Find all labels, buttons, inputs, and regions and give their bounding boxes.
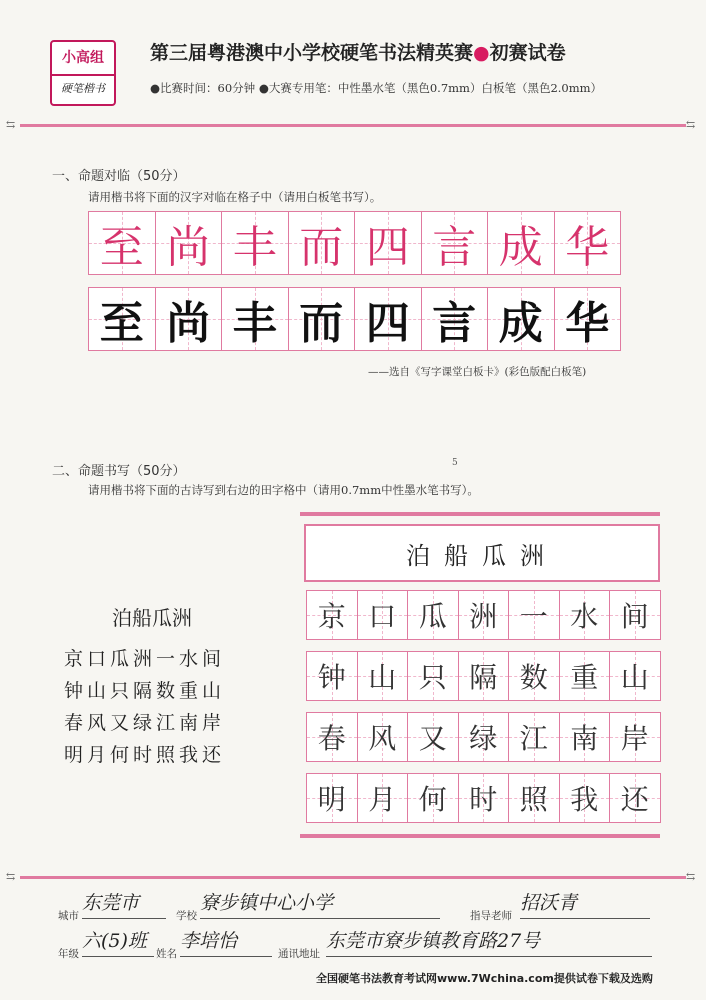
exam-round: 初赛试卷: [489, 42, 566, 64]
poem-char: 岸: [620, 722, 649, 755]
school-field[interactable]: [200, 888, 440, 919]
poem-char-cell: [560, 591, 611, 639]
char-cell: [89, 212, 156, 274]
poem-char: 还: [620, 783, 649, 816]
poem-line: 京口瓜洲一水间: [64, 648, 226, 670]
poem-char-cell: [307, 713, 358, 761]
char-cell: [555, 212, 621, 274]
poem-char-cell: [610, 591, 660, 639]
section1-instruction: 请用楷书将下面的汉字对临在格子中（请用白板笔书写）。: [88, 190, 382, 204]
section2-title: 二、命题书写（50分）: [52, 464, 186, 479]
poem-char: 明: [317, 783, 346, 816]
char-glyph: 至: [99, 298, 144, 349]
footer-ornament-left-icon: ⇆: [6, 870, 16, 883]
poem-char: 洲: [469, 600, 498, 633]
char-cell: [488, 212, 555, 274]
char-glyph: 言: [432, 222, 477, 273]
poem-char-cell: [459, 713, 510, 761]
poem-line: 明月何时照我还: [64, 744, 226, 766]
name-field[interactable]: [180, 926, 272, 957]
poem-char-cell: [560, 774, 611, 822]
page-number: 5: [452, 458, 458, 468]
char-glyph: 华: [565, 298, 610, 349]
exam-time: ●比赛时间：60分钟: [150, 81, 256, 95]
char-glyph: 四: [365, 222, 410, 273]
category-label: 硬笔楷书: [61, 82, 105, 95]
poem-char: 隔: [469, 661, 498, 694]
city-field[interactable]: [82, 888, 166, 919]
poem-char: 月: [368, 783, 397, 816]
corner-ornament-right-icon: ⇆: [686, 118, 696, 131]
poem-char: 钟: [317, 661, 346, 694]
website-note: 全国硬笔书法教育考试网www.7Wchina.com提供试卷下载及选购: [316, 972, 653, 985]
char-cell: [355, 288, 422, 350]
char-cell: [222, 288, 289, 350]
footer-ornament-right-icon: ⇆: [686, 870, 696, 883]
group-label: 小高组: [52, 42, 114, 76]
exam-meta: [150, 80, 602, 96]
poem-char: 绿: [469, 722, 498, 755]
poem-char: 江: [519, 722, 548, 755]
school-label: 学校: [176, 910, 197, 922]
corner-ornament-left-icon: ⇆: [6, 118, 16, 131]
poem-char-cell: [358, 652, 409, 700]
poem-char: 何: [418, 783, 447, 816]
poem-char-cell: [358, 713, 409, 761]
poem-char-cell: [560, 713, 611, 761]
poem-char-cell: [307, 774, 358, 822]
char-cell: [422, 212, 489, 274]
teacher-label: 指导老师: [470, 910, 512, 922]
poem-char: 间: [620, 600, 649, 633]
poem-char-cell: [560, 652, 611, 700]
char-cell: [156, 288, 223, 350]
char-cell: [289, 212, 356, 274]
char-glyph: 而: [299, 222, 344, 273]
poem-char: 重: [570, 661, 599, 694]
poem-grid-row: [306, 773, 661, 823]
poem-char-cell: [358, 591, 409, 639]
source-note: ——选自《写字课堂白板卡》(彩色版配白板笔): [368, 366, 587, 378]
address-value: 东莞市寮步镇教育路27号: [326, 930, 541, 952]
char-cell: [555, 288, 621, 350]
poem-char: 口: [368, 600, 397, 633]
name-label: 姓名: [156, 948, 177, 960]
board-title: 泊船瓜洲: [406, 541, 558, 570]
practice-char-grid: [88, 287, 621, 351]
poem-char: 风: [368, 722, 397, 755]
footer-rule: [20, 876, 686, 879]
char-glyph: 言: [432, 298, 477, 349]
char-glyph: 尚: [166, 222, 211, 273]
address-label: 通讯地址: [278, 948, 320, 960]
poem-char-cell: [509, 652, 560, 700]
school-value: 寮步镇中心小学: [200, 892, 334, 914]
model-char-grid: [88, 211, 621, 275]
char-cell: [156, 212, 223, 274]
char-glyph: 丰: [232, 222, 277, 273]
char-glyph: 丰: [232, 298, 277, 349]
grade-value: 六(5)班: [82, 930, 147, 952]
poem-char-cell: [610, 774, 660, 822]
poem-char: 时: [469, 783, 498, 816]
poem-char-cell: [307, 652, 358, 700]
poem-char-cell: [408, 652, 459, 700]
title-dot: ●: [473, 42, 490, 64]
poem-char: 瓜: [418, 600, 447, 633]
char-cell: [89, 288, 156, 350]
group-badge: [50, 40, 116, 106]
teacher-value: 招沃青: [520, 892, 578, 914]
char-glyph: 四: [365, 298, 410, 349]
teacher-field[interactable]: [520, 888, 650, 919]
poem-title: 泊船瓜洲: [112, 606, 192, 630]
char-cell: [289, 288, 356, 350]
exam-title-text: 第三届粤港澳中小学校硬笔书法精英赛: [150, 42, 474, 64]
poem-char: 山: [620, 661, 649, 694]
city-label: 城市: [58, 910, 79, 922]
poem-char-cell: [408, 713, 459, 761]
poem-grid-row: [306, 712, 661, 762]
char-cell: [488, 288, 555, 350]
poem-line: 春风又绿江南岸: [64, 712, 226, 734]
poem-char: 京: [317, 600, 346, 633]
poem-char: 水: [570, 600, 599, 633]
poem-char-cell: [509, 713, 560, 761]
name-value: 李培怡: [180, 930, 238, 952]
section1-title: 一、命题对临（50分）: [52, 169, 186, 184]
exam-pen: ●大赛专用笔：中性墨水笔（黑色0.7mm）白板笔（黑色2.0mm）: [258, 81, 603, 95]
poem-char-cell: [358, 774, 409, 822]
grade-label: 年级: [58, 948, 79, 960]
char-glyph: 尚: [166, 298, 211, 349]
poem-char: 我: [570, 783, 599, 816]
poem-char-cell: [459, 774, 510, 822]
poem-char-cell: [459, 591, 510, 639]
board-top-rule: [300, 512, 660, 516]
poem-char: 春: [317, 722, 346, 755]
poem-char: 数: [519, 661, 548, 694]
exam-title: [150, 38, 566, 65]
char-glyph: 华: [565, 222, 610, 273]
poem-grid-row: [306, 651, 661, 701]
poem-char-cell: [408, 591, 459, 639]
poem-char: 南: [570, 722, 599, 755]
board-title-frame: [304, 524, 660, 582]
poem-char-cell: [610, 713, 660, 761]
char-cell: [222, 212, 289, 274]
poem-grid-row: [306, 590, 661, 640]
char-cell: [422, 288, 489, 350]
poem-char-cell: [509, 774, 560, 822]
poem-char-cell: [459, 652, 510, 700]
city-value: 东莞市: [82, 892, 140, 914]
poem-char-cell: [307, 591, 358, 639]
grade-field[interactable]: [82, 926, 154, 957]
char-glyph: 而: [299, 298, 344, 349]
board-bottom-rule: [300, 834, 660, 838]
poem-char-cell: [610, 652, 660, 700]
poem-char: 又: [418, 722, 447, 755]
poem-char: 山: [368, 661, 397, 694]
poem-line: 钟山只隔数重山: [64, 680, 226, 702]
poem-char-cell: [408, 774, 459, 822]
char-cell: [355, 212, 422, 274]
address-field[interactable]: [326, 926, 652, 957]
section2-instruction: 请用楷书将下面的古诗写到右边的田字格中（请用0.7mm中性墨水笔书写）。: [88, 483, 479, 497]
poem-char: 只: [418, 661, 447, 694]
char-glyph: 成: [498, 222, 543, 273]
header-rule: [20, 124, 686, 127]
char-glyph: 成: [498, 298, 543, 349]
poem-char: 照: [519, 783, 548, 816]
char-glyph: 至: [99, 222, 144, 273]
poem-char-cell: [509, 591, 560, 639]
poem-char: 一: [519, 600, 548, 633]
